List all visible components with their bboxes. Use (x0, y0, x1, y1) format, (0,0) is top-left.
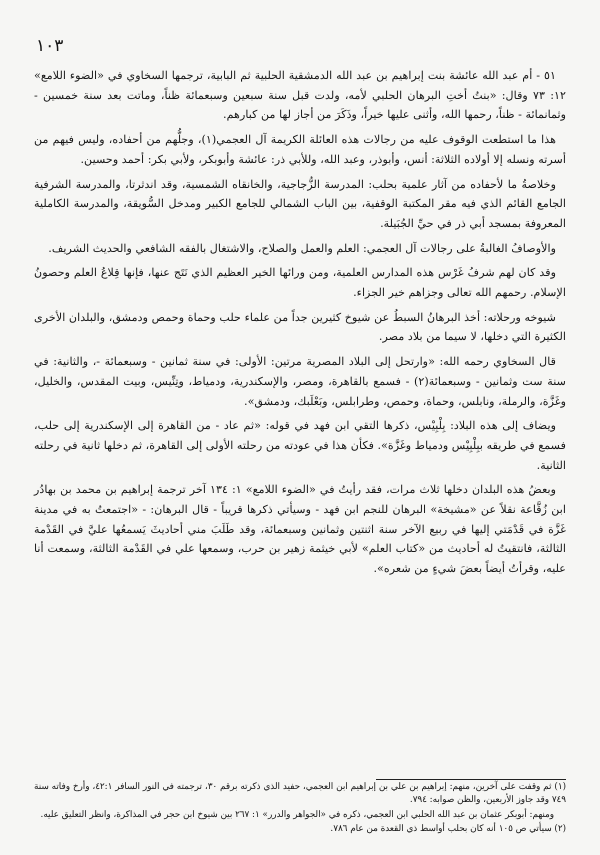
footnote-1: (١) ثم وقفت على آخرين، منهم: إبراهيم بن علي بن إبراهيم ابن العجمي، حفيد الذي ذكرته برقم ٣٠، ترجمته في النور السافر ٤٢:١، وأرخ وفاته سنة ٧٤٩ وقد جاوز الأربعين، والظن صوابه: ٧٩٤. (34, 782, 566, 806)
footnotes (34, 781, 566, 838)
body-text (34, 66, 566, 584)
footnote-1-continued: ومنهم: أبوبكر عثمان بن عبد الله الحلبي ابن العجمي، ذكره في «الجواهر والدرر» ١: ٢٦٧ بين شيوخ ابن حجر في المذاكرة، وانظر التعليق عليه. (40, 809, 554, 820)
footnote-divider (376, 779, 566, 780)
paragraph-schools-legacy: وقد كان لهم شرفُ غَرْس هذه المدارس العلمية، ومن ورائها الخير العظيم الذي نَتَج عنها، فإنها قِلاعُ العلم وحصونُ الإسلام. رحمهم الله تعالى وجزاهم خير الجزاء. (34, 266, 566, 300)
paragraph-sakhawi-quote: قال السخاوي رحمه الله: «وارتحل إلى البلاد المصرية مرتين: الأولى: في سنة ثمانين - وسبعمائة -، والثانية: في سنة ست وثمانين - وسبعمائة(٢) - فسمع بالقاهرة، ومصر، والإسكندرية، ودمياط، وتِنِّيس، وبيت المقدس، والخليل، وغَزَّة، والرملة، ونابلس، وحماة، وحمص، وطرابلس، وبَعْلَبك، ودمشق». (34, 355, 566, 408)
paragraph-family-summary: هذا ما استطعت الوقوف عليه من رجالات هذه العائلة الكريمة آل العجمي(١)، وجلُّهم من أحفاده، وليس فيهم من أسرته ونسله إلا أولاده الثلاثة: أنس، وأبوذر، وعبد الله، وللأبي ذر: عائشة وأبوبكر، ولأبي بكر: أحمد وحسين. (34, 133, 566, 166)
paragraph-teachers-travels: شيوخه ورحلاته: أخذ البرهانُ السبطُ عن شيوخ كثيرين جداً من علماء حلب وحماة وحمص ودمشق، والبلدان الأخرى الكثيرة التي دخلها، لا سيما من بلاد مصر. (34, 310, 566, 344)
paragraph-entry-51: ٥١ - أم عبد الله عائشة بنت إبراهيم بن عبد الله الدمشقية الحلبية ثم البابية، ترجمها السخاوي في «الضوء اللامع» ١٢: ٧٣ وقال: «بنتُ أختِ البرهان الحلبي لأمه، ولدت قبل سنة سبعين وسبعمائة ظناً، وماتت بعد سنة خمسين - وثمانمائة - ظناً، رحمها الله، وأثنى عليها خيراً، وذَكَرَ من أجاز لها من كبارهم. (34, 69, 566, 122)
page-number: ١٠٣ (36, 36, 64, 56)
paragraph-family-traits: والأوصافُ الغالبةُ على رجالات آل العجمي: العلم والعمل والصلاح، والاشتغال بالفقه الشافعي والحديث الشريف. (48, 241, 556, 255)
paragraph-scholarly-monuments: وخلاصةُ ما لأحفاده من آثار علمية بحلب: المدرسة الزُّجاجية، والخانقاه الشمسية، وقد اندثرتا، والمدرسة الشرفية الجامع القائم الذي فيه مقر المكتبة الوقفية، بين الباب الشمالي للجامع الكبير ومدخل السُّويقة، والمدرسة الكاملية المعروفة بمسجد أبي ذر في حيِّ الجُبَيلة. (34, 177, 566, 230)
footnote-2: (٢) سيأتي ص ١٠٥ أنه كان بحلب أواسط ذي القعدة من عام ٧٨٦. (330, 824, 566, 835)
paragraph-three-visits: وبعضُ هذه البلدان دخلها ثلاث مرات، فقد رأيتُ في «الضوء اللامع» ١: ١٣٤ آخر ترجمة إبراهيم بن محمد بن بهادُر ابن زُقَّاعة نقلاً عن «مشيخة» البرهان للنجم ابن فهد - وسيأتي ذكرها قريباً - قال البرهان: - «اجتمعتُ به في مدينة غَزَّة في قَدْمَتي إليها في ربيع الآخر سنة اثنتين وثمانين وسبعمائة، وقد طَلَبَ مني أحاديثَ يَسمعُها عليَّ في القَدْمة الثالثة، فانتقيتُ له أحاديث من «كتاب العلم» لأبي خيثمة زهير بن حرب، وسمعها علي في القَدْمة الثالثة، وسمعت أنا عليه، وقرأتُ أيضاً بعضَ شيءٍ من شعره». (34, 483, 566, 576)
paragraph-bilbays: ويضاف إلى هذه البلاد: بِلْبِيْس، ذكرها التقي ابن فهد في قوله: «ثم عاد - من القاهرة إلى الإسكندرية إلى حلب، فسمع في طريقه ببِلْبِيْس ودمياط وغَزَّة». فكأن هذا في عودته من رحلته الأولى إلى القاهرة، ثم دخلها ثانية في رحلته الثانية. (34, 419, 566, 472)
